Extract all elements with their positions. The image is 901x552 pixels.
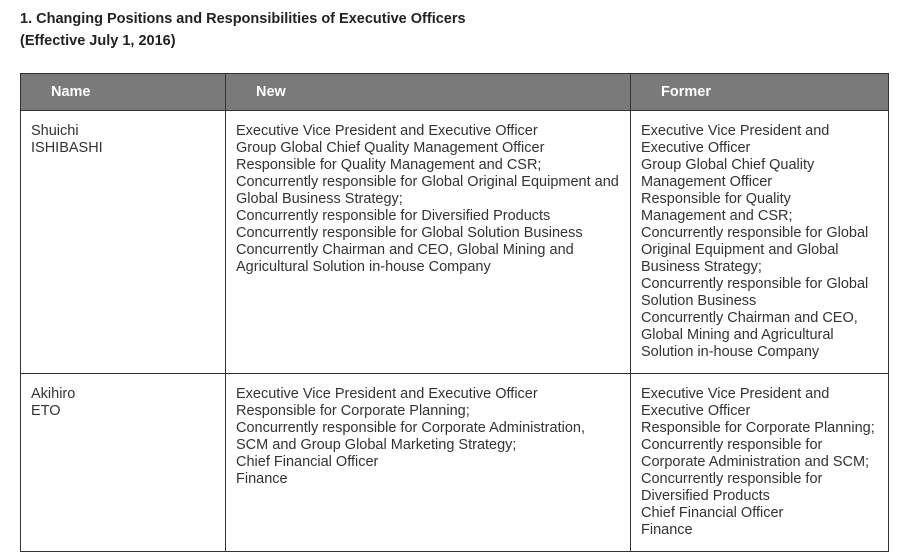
table-row — [21, 374, 889, 552]
position-line: Concurrently responsible for Diversified Products — [641, 471, 823, 504]
officer-name-cell — [21, 374, 226, 552]
position-line: Concurrently Chairman and CEO, Global Mining and Agricultural Solution in-house Company — [236, 242, 574, 275]
section-title: 1. Changing Positions and Responsibilities of Executive Officers — [20, 11, 466, 27]
officer-given-name: Shuichi — [31, 123, 79, 139]
position-line: Concurrently responsible for Global Solution Business — [641, 276, 869, 309]
position-line: Concurrently responsible for Corporate Administration and SCM; — [641, 437, 870, 470]
position-line: Concurrently Chairman and CEO, Global Mining and Agricultural Solution in-house Company — [641, 310, 858, 360]
position-line: Finance — [236, 471, 288, 487]
new-position-cell — [226, 111, 631, 374]
section-subtitle: (Effective July 1, 2016) — [20, 33, 176, 49]
position-line: Group Global Chief Quality Management Officer — [641, 157, 815, 190]
position-line: Concurrently responsible for Diversified Products — [236, 208, 551, 224]
position-line: Responsible for Quality Management and CSR; — [236, 157, 542, 173]
position-line: Executive Vice President and Executive Officer — [641, 123, 830, 156]
position-line: Concurrently responsible for Global Original Equipment and Global Business Strategy; — [641, 225, 869, 275]
position-line: Executive Vice President and Executive Officer — [236, 386, 538, 402]
position-line: Chief Financial Officer — [236, 454, 379, 470]
position-line: Concurrently responsible for Global Original Equipment and Global Business Strategy; — [236, 174, 619, 207]
officer-family-name: ETO — [31, 403, 61, 419]
former-position-cell — [631, 374, 889, 552]
section-heading — [20, 8, 466, 52]
column-header-new: New — [226, 74, 631, 111]
position-line: Chief Financial Officer — [641, 505, 784, 521]
position-line: Concurrently responsible for Global Solution Business — [236, 225, 583, 241]
position-line: Responsible for Corporate Planning; — [236, 403, 470, 419]
column-header-former: Former — [631, 74, 889, 111]
position-line: Executive Vice President and Executive Officer — [641, 386, 830, 419]
table-row — [21, 111, 889, 374]
position-line: Finance — [641, 522, 693, 538]
officer-given-name: Akihiro — [31, 386, 76, 402]
officer-name-cell — [21, 111, 226, 374]
new-position-cell — [226, 374, 631, 552]
position-line: Group Global Chief Quality Management Officer — [236, 140, 545, 156]
position-line: Executive Vice President and Executive Officer — [236, 123, 538, 139]
position-line: Concurrently responsible for Corporate Administration, SCM and Group Global Marketing Strategy; — [236, 420, 585, 453]
position-line: Responsible for Quality Management and CSR; — [641, 191, 793, 224]
table-header-row — [21, 74, 889, 111]
column-header-name: Name — [21, 74, 226, 111]
former-position-cell — [631, 111, 889, 374]
officer-family-name: ISHIBASHI — [31, 140, 103, 156]
position-line: Responsible for Corporate Planning; — [641, 420, 875, 436]
officers-table — [20, 73, 889, 552]
